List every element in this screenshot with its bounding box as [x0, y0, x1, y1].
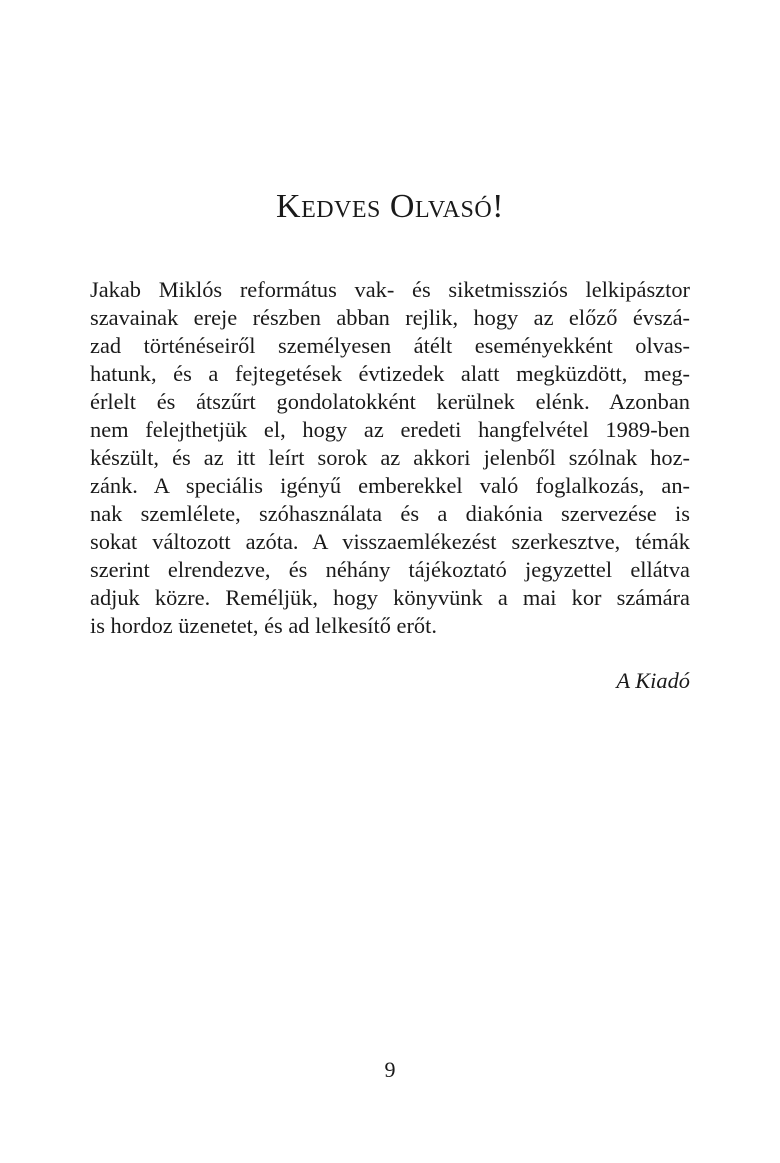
publisher-signature: A Kiadó	[616, 668, 690, 693]
paragraph-line: zad történéseiről személyesen átélt eseményekként olvas-	[90, 333, 690, 358]
paragraph-line: készült, és az itt leírt sorok az akkori jelenből szólnak hoz-	[90, 445, 690, 470]
paragraph-line: érlelt és átszűrt gondolatokként kerülnek elénk. Azonban	[90, 389, 690, 414]
paragraph-line: szavainak ereje részben abban rejlik, hogy az előző évszá-	[90, 305, 690, 330]
body-paragraph	[90, 276, 690, 640]
page-number: 9	[384, 1057, 396, 1082]
paragraph-line: adjuk közre. Reméljük, hogy könyvünk a mai kor számára	[90, 585, 690, 610]
paragraph-line: szerint elrendezve, és néhány tájékoztató jegyzettel ellátva	[90, 557, 690, 582]
paragraph-line: sokat változott azóta. A visszaemlékezést szerkesztve, témák	[90, 529, 690, 554]
paragraph-line: nak szemlélete, szóhasználata és a diakónia szervezése is	[90, 501, 690, 526]
paragraph-line: Jakab Miklós református vak- és siketmissziós lelkipásztor	[90, 277, 690, 302]
page-title: Kedves Olvasó!	[276, 188, 504, 225]
paragraph-line: hatunk, és a fejtegetések évtizedek alatt megküzdött, meg-	[90, 361, 690, 386]
paragraph-line: nem felejthetjük el, hogy az eredeti hangfelvétel 1989-ben	[90, 417, 690, 442]
paragraph-line: zánk. A speciális igényű emberekkel való foglalkozás, an-	[90, 473, 690, 498]
paragraph-line: is hordoz üzenetet, és ad lelkesítő erőt.	[90, 613, 437, 638]
